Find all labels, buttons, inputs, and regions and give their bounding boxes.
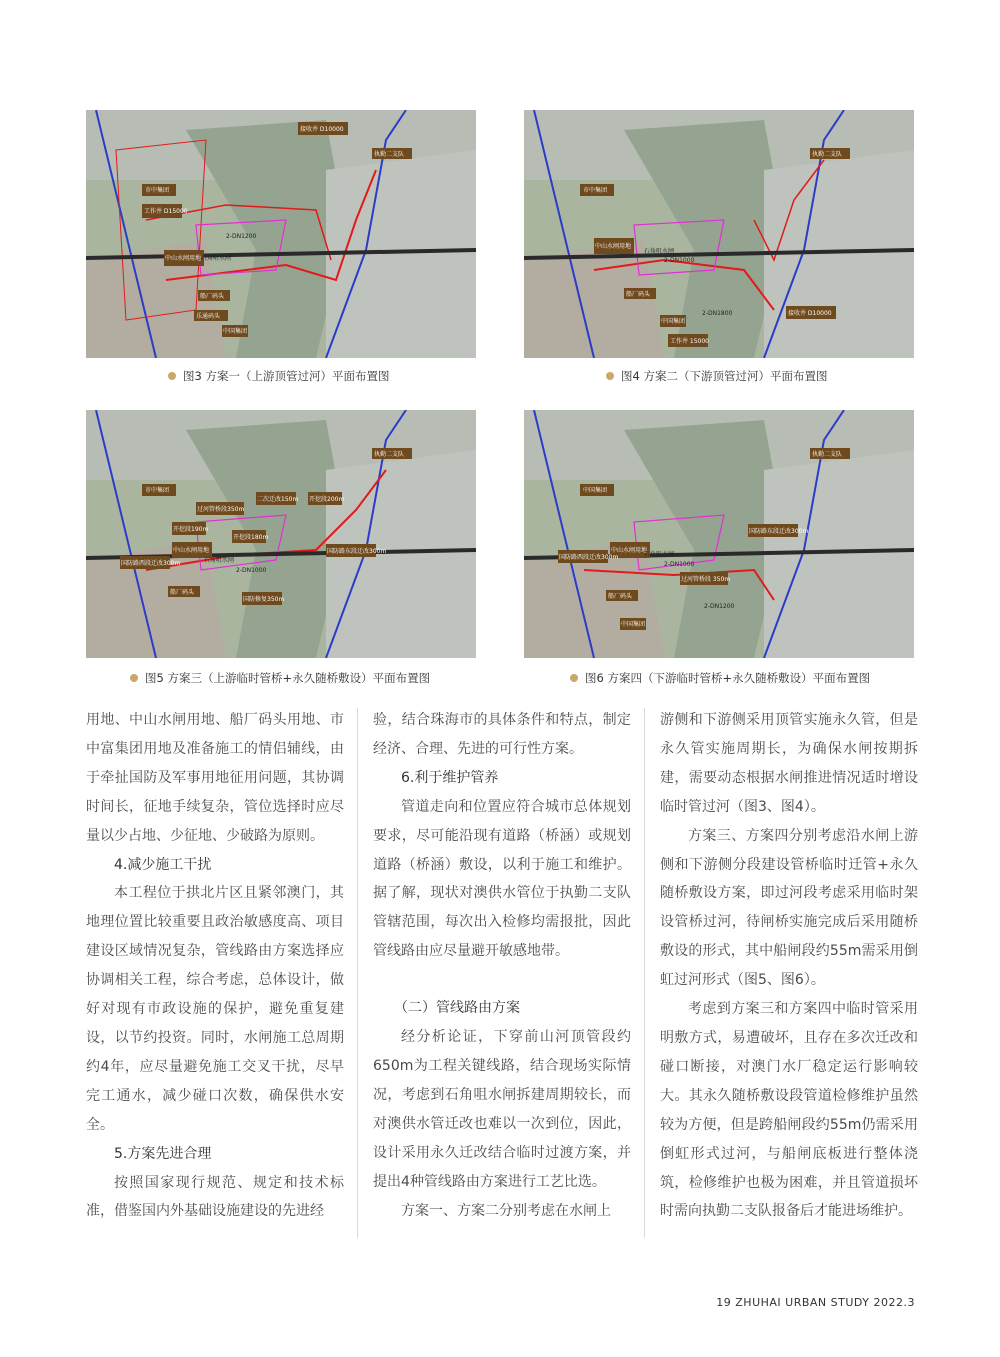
fig3-label-1: 工作井 D15000 <box>144 208 188 215</box>
figure-3-caption <box>168 366 389 386</box>
fig4-label-9: 中国集团 <box>661 318 686 325</box>
fig3-label-3: 船厂码头 <box>200 293 225 300</box>
figure-5-caption-text: 图5 方案三（上游临时管桥+永久随桥敷设）平面布置图 <box>145 671 431 685</box>
column-divider <box>644 708 645 1238</box>
fig4-label-3: 石角咀水闸 <box>644 248 675 255</box>
fig6-label-4: 国防路东段迁改300m <box>749 528 809 535</box>
fig5-label-0: 市中集团 <box>145 487 170 494</box>
fig5-label-12: 国防修复350m <box>243 596 285 603</box>
paragraph: 验，结合珠海市的具体条件和特点，制定经济、合理、先进的可行性方案。 <box>373 712 631 757</box>
fig5-label-3: 二次迁改150m <box>257 496 299 503</box>
fig4-label-1: 中山水闸用地 <box>595 243 632 250</box>
figure-4-caption-text: 图4 方案二（下游顶管过河）平面布置图 <box>621 369 828 383</box>
section-heading: （二）管线路由方案 <box>394 1000 520 1017</box>
figure-6-map <box>524 410 914 658</box>
figure-3-svg <box>86 110 476 358</box>
fig5-label-2: 过河管桥段350m <box>197 506 245 513</box>
fig3-label-8: 中国集团 <box>223 328 248 335</box>
fig5-label-9: 国防路东段迁改300m <box>327 548 387 555</box>
fig3-label-5: 执勤二支队 <box>374 151 405 158</box>
fig3-label-4: 接收井 D10000 <box>300 126 344 133</box>
fig5-label-5: 开挖段190m <box>173 526 209 533</box>
figure-3-caption-text: 图3 方案一（上游顶管过河）平面布置图 <box>183 369 390 383</box>
page-footer: 19 ZHUHAI URBAN STUDY 2022.3 <box>716 1296 915 1309</box>
fig3-label-0: 市中集团 <box>145 187 170 194</box>
fig6-label-1: 执勤二支队 <box>812 451 843 458</box>
fig4-label-8: 船厂码头 <box>626 291 651 298</box>
fig6-label-10: 中国集团 <box>621 621 646 628</box>
paragraph: 管道走向和位置应符合城市总体规划要求，尽可能沿现有道路（桥涵）或规划道路（桥涵）敷设，以利于施工和维护。据了解，现状对澳供水管位于执勤二支队管辖范围，每次出入检修均需报批，因此管线路由应尽量避开敏感地带。 <box>373 798 631 960</box>
figure-3-map <box>86 110 476 358</box>
fig4-label-2: 执勤二支队 <box>812 151 843 158</box>
figure-5-svg <box>86 410 476 658</box>
fig3-label-6: 石角咀水闸 <box>201 255 232 262</box>
fig6-label-3: 国防路西段迁改300m <box>559 554 619 561</box>
fig4-label-0: 市中集团 <box>583 187 608 194</box>
fig5-label-4: 开挖段200m <box>309 496 345 503</box>
fig4-label-4: 2-DN1000 <box>664 257 695 264</box>
paragraph: 本工程位于拱北片区且紧邻澳门，其地理位置比较重要且政治敏感度高、项目建设区域情况复杂，管线路由方案选择应协调相关工程，综合考虑，总体设计，做好对现有市政设施的保护，避免重复建设，以节约投资。同时，水闸施工总周期约4年，应尽量避免施工交叉干扰，尽早完工通水，减少碰口次数，确保供水安全。 <box>86 885 344 1133</box>
fig6-label-7: 2-DN1200 <box>704 603 735 610</box>
paragraph: 游侧和下游侧采用顶管实施永久管，但是永久管实施周期长，为确保水闸按期拆建，需要动态根据水闸推进情况适时增设临时管过河（图3、图4）。 <box>660 712 918 815</box>
fig3-label-2: 中山水闸用地 <box>165 255 202 262</box>
fig6-label-5: 石角咀水闸 <box>644 551 675 558</box>
fig3-label-7: 2-DN1200 <box>226 233 257 240</box>
fig4-label-5: 2-DN1800 <box>702 310 733 317</box>
fig5-label-8: 国防路西段迁改300m <box>121 560 181 567</box>
subheading: 4.减少施工干扰 <box>114 856 212 873</box>
caption-bullet-icon <box>606 372 614 380</box>
fig5-label-13: 船厂码头 <box>170 589 195 596</box>
caption-bullet-icon <box>168 372 176 380</box>
caption-bullet-icon <box>570 674 578 682</box>
subheading: 6.利于维护管养 <box>401 769 499 786</box>
paragraph: 经分析论证，下穿前山河顶管段约650m为工程关键线路，结合现场实际情况，考虑到石角咀水闸拆建周期较长，而对澳供水管迁改也难以一次到位，因此，设计采用永久迁改结合临时过渡方案，并提出4种管线路由方案进行工艺比选。 <box>373 1029 631 1190</box>
fig4-label-6: 接收井 D10000 <box>788 310 832 317</box>
fig5-label-7: 中山水闸用地 <box>173 547 210 554</box>
fig6-label-6: 2-DN1000 <box>664 561 695 568</box>
fig6-label-9: 船厂码头 <box>608 593 633 600</box>
paragraph: 方案一、方案二分别考虑在水闸上 <box>401 1202 611 1219</box>
paragraph: 按照国家现行规范、规定和技术标准，借鉴国内外基础设施建设的先进经 <box>86 1174 344 1220</box>
subheading: 5.方案先进合理 <box>114 1145 212 1162</box>
fig5-label-11: 2-DN1000 <box>236 567 267 574</box>
figure-5-caption <box>130 668 430 688</box>
paragraph: 方案三、方案四分别考虑沿水闸上游侧和下游侧分段建设管桥临时迁管+永久随桥敷设方案，即过河段考虑采用临时架设管桥过河，待闸桥实施完成后采用随桥敷设的形式，其中船闸段约55m需采用倒虹过河形式（图5、图6）。 <box>660 827 918 989</box>
fig6-label-0: 中国集团 <box>583 487 608 494</box>
fig4-label-7: 工作井 15000 <box>670 338 709 345</box>
caption-bullet-icon <box>130 674 138 682</box>
fig5-label-1: 执勤二支队 <box>374 451 405 458</box>
figure-6-svg <box>524 410 914 658</box>
text-column-right <box>660 706 918 1226</box>
paragraph: 用地、中山水闸用地、船厂码头用地、市中富集团用地及准备施工的情侣辅线，由于牵扯国防及军事用地征用问题，其协调时间长，征地手续复杂，管位选择时应尽量以少占地、少征地、少破路为原则。 <box>86 712 344 844</box>
figure-6-caption <box>570 668 870 688</box>
text-column-left <box>86 706 344 1226</box>
paragraph: 考虑到方案三和方案四中临时管采用明敷方式，易遭破坏，且存在多次迁改和碰口断接，对澳门水厂稳定运行影响较大。其永久随桥敷设段管道检修维护虽然较为方便，但是跨船闸段约55m仍需采用倒虹形式过河，与船闸底板进行整体浇筑，检修维护也极为困难，并且管道损坏时需向执勤二支队报备后才能进场维护。 <box>660 1001 918 1220</box>
fig3-label-9: 乐通码头 <box>196 313 221 320</box>
text-column-middle <box>373 706 631 1225</box>
fig5-label-10: 石角咀水闸 <box>204 557 235 564</box>
fig5-label-6: 开挖段180m <box>233 534 269 541</box>
fig6-label-8: 过河管桥段 350m <box>681 576 731 583</box>
figure-5-map <box>86 410 476 658</box>
figure-4-map <box>524 110 914 358</box>
fig6-label-2: 中山水闸用地 <box>611 547 648 554</box>
column-divider <box>357 708 358 1238</box>
figure-4-caption <box>606 366 827 386</box>
figure-6-caption-text: 图6 方案四（下游临时管桥+永久随桥敷设）平面布置图 <box>585 671 871 685</box>
figure-4-svg <box>524 110 914 358</box>
